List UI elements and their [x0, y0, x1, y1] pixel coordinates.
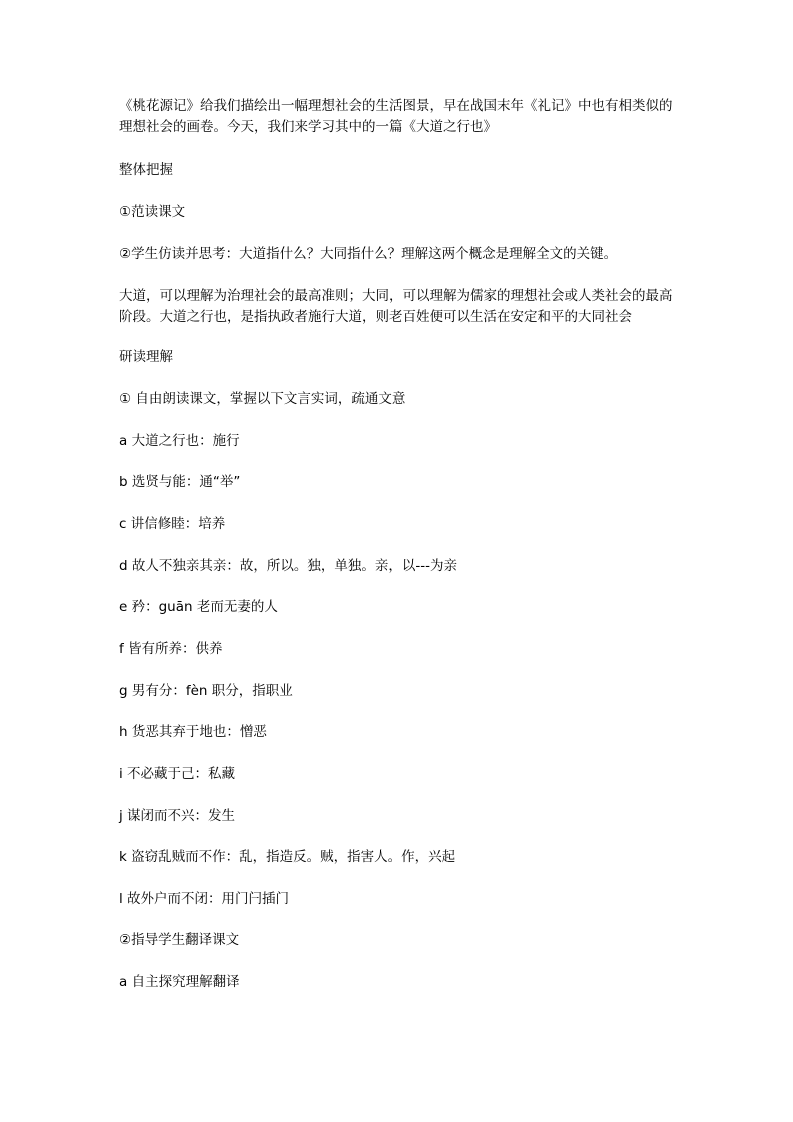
vocab-item-b: b 选贤与能：通“举” — [119, 474, 241, 490]
vocab-item-k: k 盗窃乱贼而不作：乱，指造反。贼，指害人。作，兴起 — [119, 849, 456, 865]
step-guide-translation: ②指导学生翻译课文 — [119, 932, 240, 948]
vocab-item-d: d 故人不独亲其亲：故，所以。独，单独。亲，以---为亲 — [119, 558, 457, 574]
intro-paragraph: 《桃花源记》给我们描绘出一幅理想社会的生活图景，早在战国末年《礼记》中也有相类似的理想社会的画卷。今天，我们来学习其中的一篇《大道之行也》 — [119, 98, 673, 135]
vocab-item-i: i 不必藏于己：私藏 — [119, 766, 236, 782]
step-free-reading: ① 自由朗读课文，掌握以下文言实词，疏通文意 — [119, 391, 406, 407]
vocab-item-e: e 矜：guān 老而无妻的人 — [119, 599, 278, 615]
vocab-item-c: c 讲信修睦：培养 — [119, 516, 226, 532]
vocab-item-f: f 皆有所养：供养 — [119, 641, 223, 657]
concept-explanation-paragraph: 大道，可以理解为治理社会的最高准则；大同，可以理解为儒家的理想社会或人类社会的最高阶段。大道之行也，是指执政者施行大道，则老百姓便可以生活在安定和平的大同社会 — [119, 288, 673, 325]
step-imitate-reading: ②学生仿读并思考：大道指什么？大同指什么？理解这两个概念是理解全文的关键。 — [119, 246, 618, 262]
translation-item-a: a 自主探究理解翻译 — [119, 974, 240, 990]
vocab-item-l: l 故外户而不闭：用门闩插门 — [119, 891, 290, 907]
vocab-item-g: g 男有分：fèn 职分，指职业 — [119, 683, 293, 699]
section-heading-study: 研读理解 — [119, 349, 173, 365]
section-heading-overall: 整体把握 — [119, 162, 173, 178]
vocab-item-h: h 货恶其弃于地也：憎恶 — [119, 724, 267, 740]
step-model-reading: ①范读课文 — [119, 204, 186, 220]
vocab-item-a: a 大道之行也：施行 — [119, 433, 240, 449]
vocab-item-j: j 谋闭而不兴：发生 — [119, 808, 236, 824]
